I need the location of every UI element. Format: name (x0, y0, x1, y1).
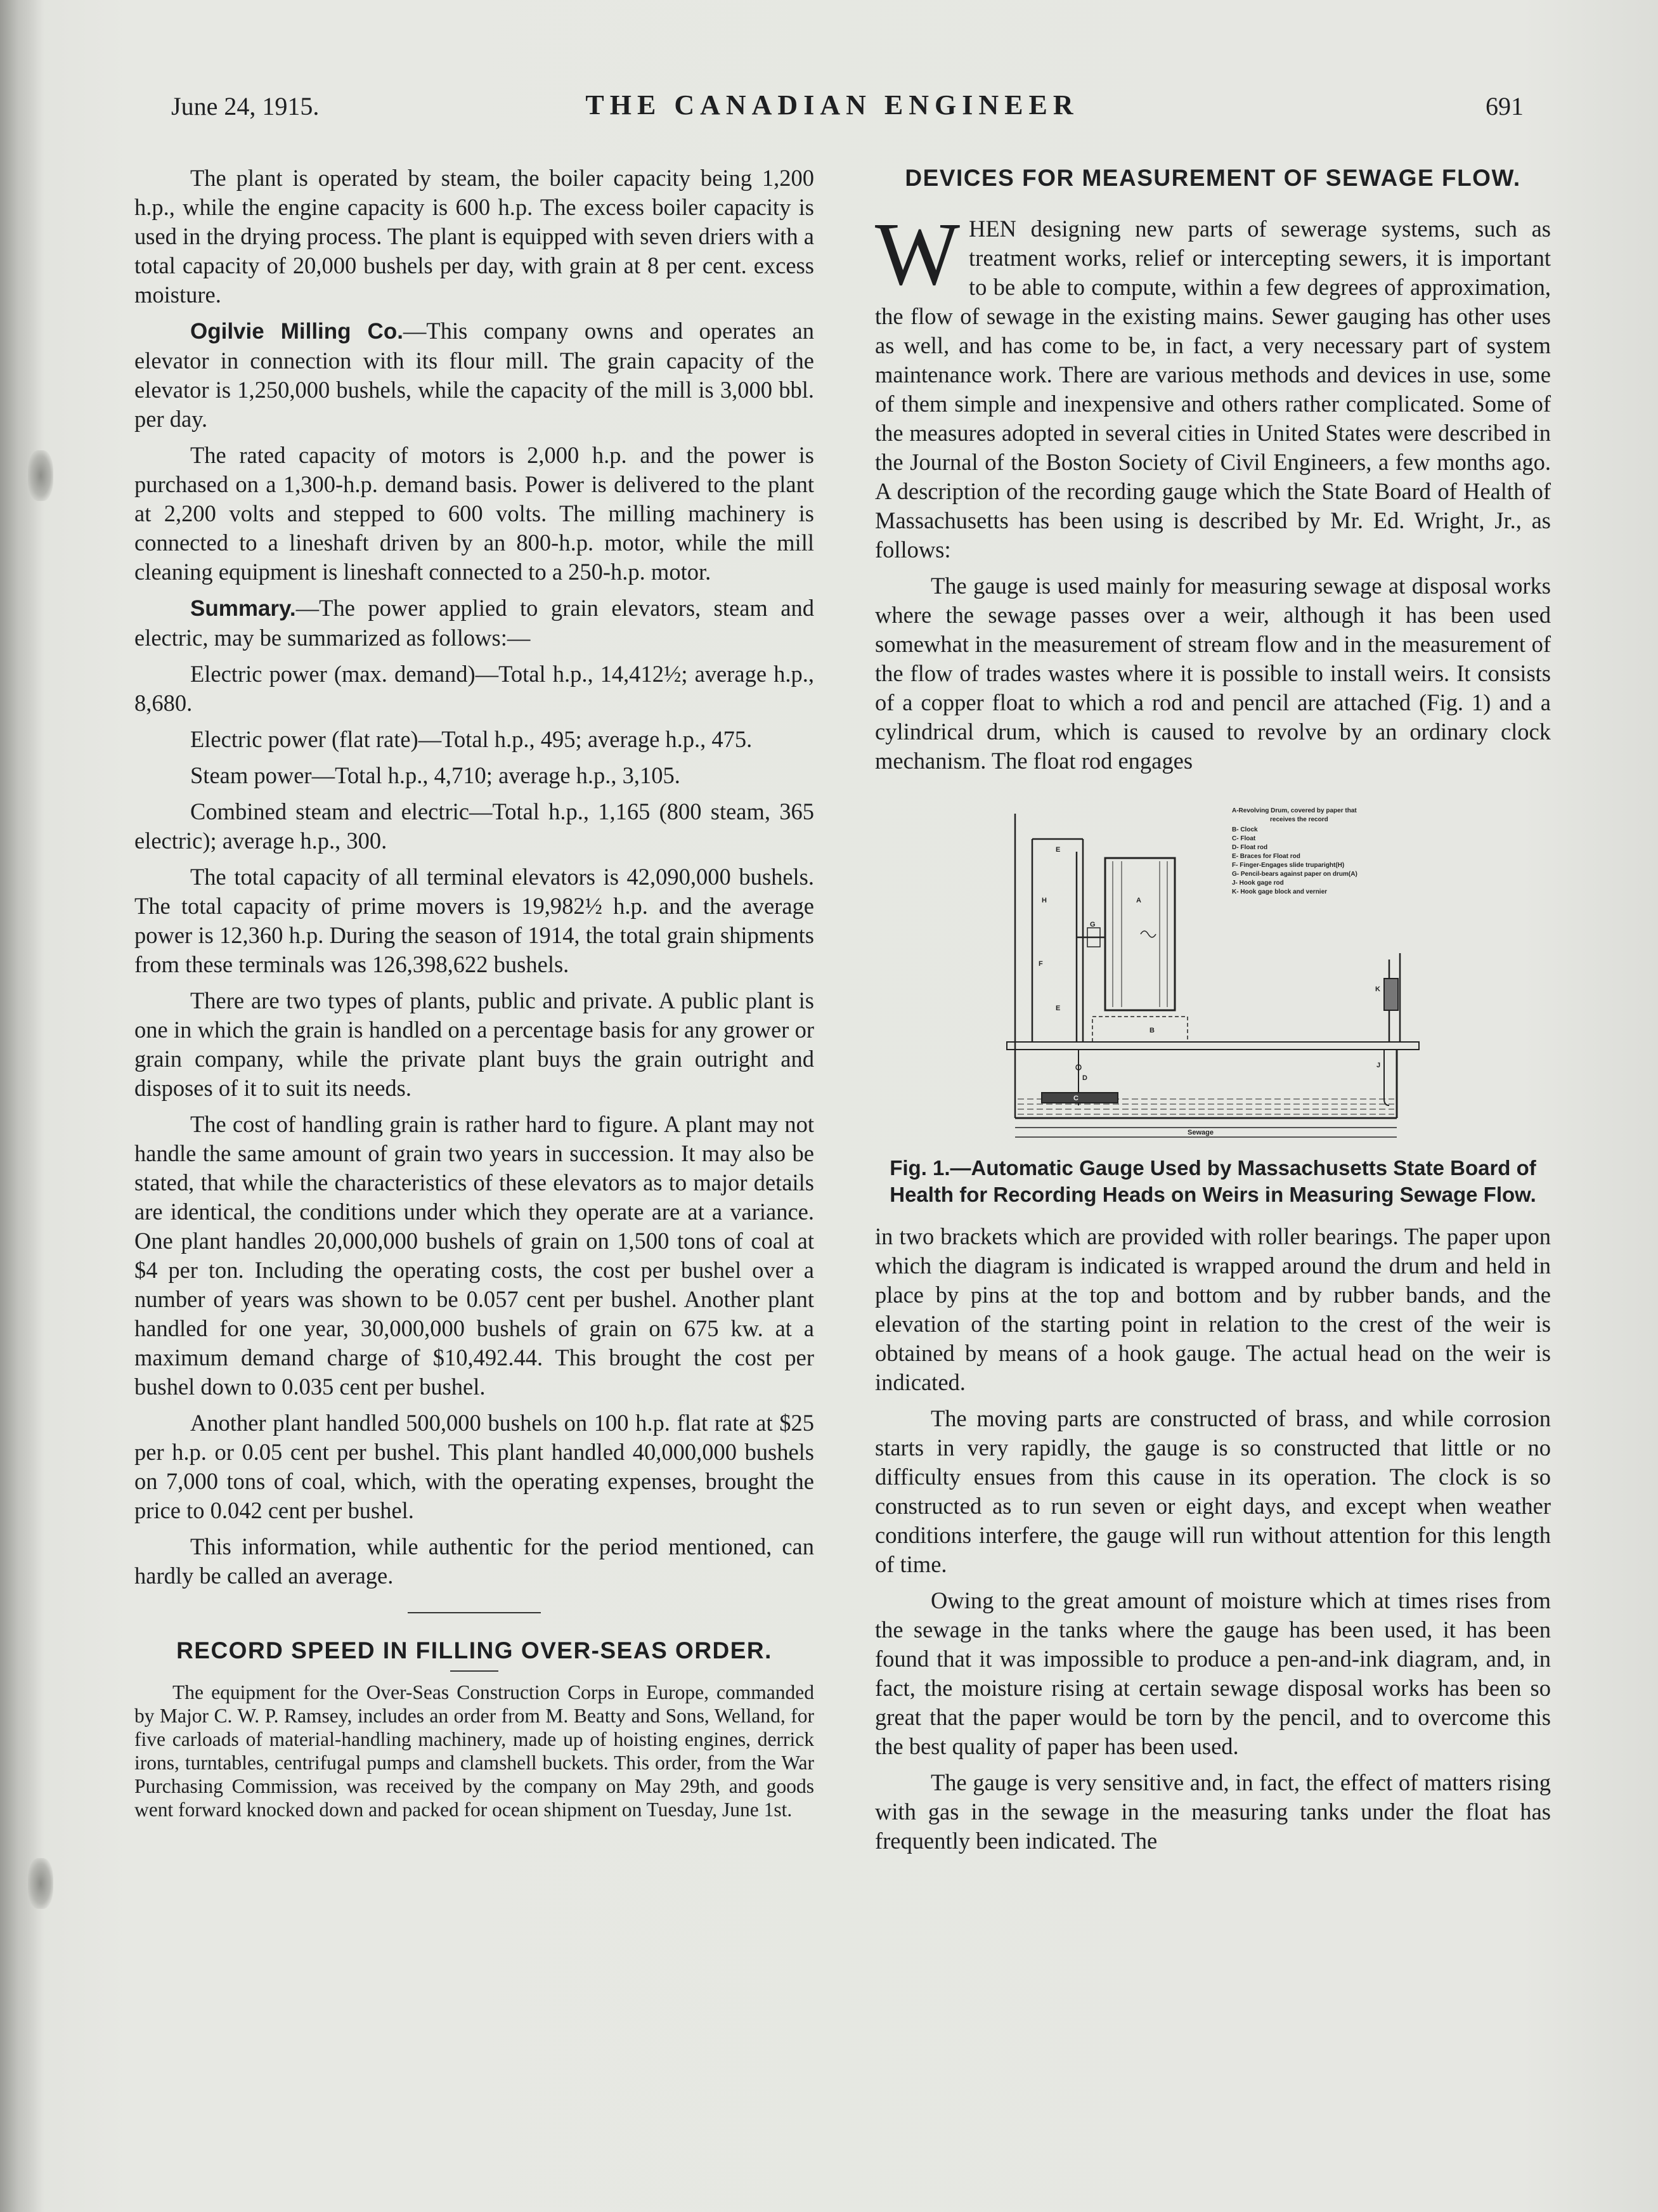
run-in-heading: Summary. (190, 596, 296, 621)
binding-hole (28, 1858, 53, 1909)
title-rule (450, 1670, 498, 1672)
part-label: F (1039, 960, 1043, 968)
paragraph: The cost of handling grain is rather hard to figure. A plant may not handle the same amount of grain two years in succession. It may also be stated, that while the characteristics of these elevators as to major details are identical, the conditions under which they operate are at a variance. One plant handles 20,000,000 bushels of grain on 1,500 tons of coal at $4 per ton. Including the operating costs, the cost per bushel over a number of years was shown to be 0.057 cent per bushel. Another plant handled for one year, 30,000,000 bushels of grain on 675 kw. at a maximum demand charge of $10,492.44. This brought the cost per bushel down to 0.035 cent per bushel. (134, 1111, 814, 1400)
legend-line: B- Clock (1232, 826, 1258, 833)
page-number: 691 (1486, 92, 1524, 120)
summary-item: Electric power (flat rate)—Total h.p., 495; average h.p., 475. (190, 726, 753, 752)
issue-date: June 24, 1915. (171, 92, 320, 120)
article-title: DEVICES FOR MEASUREMENT OF SEWAGE FLOW. (905, 165, 1521, 191)
article-body (134, 1681, 814, 1821)
running-head (133, 89, 1531, 127)
legend-line: C- Float (1232, 835, 1256, 842)
figure-legend (1232, 807, 1357, 895)
paragraph-text: —This company owns and operates an elevator in connection with its flour mill. The grain capacity of the elevator is 1,250,000 bushels, while the capacity of the mill is 3,000 bbl. per day. (134, 318, 814, 432)
binding-hole (28, 450, 53, 501)
part-label: B (1150, 1027, 1155, 1034)
right-column (875, 164, 1551, 1863)
figure-1 (875, 801, 1551, 1208)
article-title: RECORD SPEED IN FILLING OVER-SEAS ORDER. (176, 1637, 772, 1663)
paragraph: The plant is operated by steam, the boiler capacity being 1,200 h.p., while the engine capacity is 600 h.p. The excess boiler capacity is used in the drying process. The plant is equipped with seven driers with a total capacity of 20,000 bushels per day, with grain at 8 per cent. excess moisture. (134, 165, 814, 308)
sewage-label: Sewage (1188, 1129, 1214, 1136)
paragraph: The gauge is used mainly for measuring sewage at disposal works where the sewage passes over a weir, although it has been used somewhat in the measurement of stream flow and in the measurement of the flow of trades wastes where it is possible to install weirs. It consists of a copper float to which a rod and pencil are attached (Fig. 1) and a cylindrical drum, which is caused to revolve by an ordinary clock mechanism. The float rod engages (875, 573, 1551, 774)
part-label: K (1375, 986, 1380, 993)
paragraph-text: HEN designing new parts of sewerage systems, such as treatment works, relief or intercepting sewers, it is important to be able to compute, within a few degrees of approximation, the flow of sewage in the existing mains. Sewer gauging has other uses as well, and has come to be, in fact, a very necessary part of system maintenance work. There are various methods and devices in use, some of them simple and inexpensive and others rather complicated. Some of the measures adopted in several cities in United States were described in the Journal of the Boston Society of Civil Engineers, a few months ago. A description of the recording gauge which the State Board of Health of Massachusetts has been using is described by Mr. Ed. Wright, Jr., as follows: (875, 216, 1551, 563)
paragraph-text: —The power applied to grain elevators, steam and electric, may be summarized as follows:— (134, 595, 814, 651)
paragraph: The gauge is very sensitive and, in fact, the effect of matters rising with gas in the sewage in the measuring tanks under the float has frequently been indicated. The (875, 1769, 1551, 1854)
left-column (134, 164, 814, 1821)
journal-title: THE CANADIAN ENGINEER (585, 89, 1079, 120)
intro-paragraph (875, 204, 1551, 564)
legend-line: E- Braces for Float rod (1232, 853, 1300, 860)
summary-item: Steam power—Total h.p., 4,710; average h.p., 3,105. (190, 762, 680, 788)
part-label: D (1082, 1074, 1087, 1082)
legend-line: G- Pencil-bears against paper on drum(A) (1232, 871, 1357, 878)
paragraph: Another plant handled 500,000 bushels on 100 h.p. flat rate at $25 per h.p. or 0.05 cent per bushel. This plant handled 40,000,000 bushels on 7,000 tons of coal, which, with the operating expenses, brought the price to 0.042 cent per bushel. (134, 1410, 814, 1523)
part-label: G (1090, 921, 1096, 928)
legend-line: J- Hook gage rod (1232, 880, 1284, 887)
paragraph: There are two types of plants, public and private. A public plant is one in which the grain is handled on a percentage basis for any grower or grain company, while the private plant buys the grain outright and disposes of it to suit its needs. (134, 987, 814, 1101)
paragraph: The rated capacity of motors is 2,000 h.p. and the power is purchased on a 1,300-h.p. demand basis. Power is delivered to the plant at 2,200 volts and stepped to 600 volts. The milling machinery is connected to a lineshaft driven by an 800-h.p. motor, while the mill cleaning equipment is lineshaft connected to a 250-h.p. motor. (134, 442, 814, 585)
run-in-heading: Ogilvie Milling Co. (190, 319, 403, 344)
gauge-diagram (1004, 801, 1422, 1150)
part-label: H (1042, 897, 1047, 904)
part-label: E (1056, 846, 1061, 854)
part-label: J (1376, 1062, 1381, 1069)
figure-caption: Fig. 1.—Automatic Gauge Used by Massachusetts State Board of Health for Recording Heads on Weirs in Measuring Sewage Flow. (890, 1156, 1536, 1206)
part-label: A (1136, 897, 1141, 904)
part-label: E (1056, 1005, 1061, 1012)
paragraph: The equipment for the Over-Seas Construction Corps in Europe, commanded by Major C. W. P. Ramsey, includes an order from M. Beatty and Sons, Welland, for five carloads of material-handling machinery, made up of hoisting engines, derrick irons, turntables, centrifugal pumps and clamshell buckets. This order, from the War Purchasing Commission, was received by the company on May 29th, and goods went forward knocked down and packed for ocean shipment on Tuesday, June 1st. (134, 1681, 814, 1821)
legend-line: K- Hook gage block and vernier (1232, 888, 1328, 895)
part-label: C (1073, 1095, 1078, 1102)
paragraph: The moving parts are constructed of brass, and while corrosion starts in very rapidly, the gauge is so constructed that little or no difficulty ensues from this cause in its operation. The clock is so constructed as to run seven or eight days, and except when weather conditions interfere, the gauge will run without attention for this length of time. (875, 1405, 1551, 1577)
paragraph: This information, while authentic for the period mentioned, can hardly be called an average. (134, 1533, 814, 1589)
paragraph-summary (134, 594, 814, 653)
legend-line: D- Float rod (1232, 844, 1268, 851)
summary-item: Combined steam and electric—Total h.p., 1,165 (800 steam, 365 electric); average h.p., 300. (134, 798, 814, 854)
paragraph: Owing to the great amount of moisture which at times rises from the sewage in the tanks where the gauge has been used, it has been found that it was impossible to produce a pen-and-ink diagram, and, in fact, the moisture rising at certain sewage disposal works has been so great that the paper would be torn by the pencil, and to overcome this the best quality of paper has been used. (875, 1587, 1551, 1759)
legend-line: receives the record (1270, 816, 1328, 823)
paragraph: The total capacity of all terminal elevators is 42,090,000 bushels. The total capacity of prime movers is 19,982½ h.p. and the average power is 12,360 h.p. During the season of 1914, the total grain shipments from these terminals was 126,398,622 bushels. (134, 864, 814, 977)
paragraph: in two brackets which are provided with roller bearings. The paper upon which the diagram is indicated is wrapped around the drum and held in place by pins at the top and bottom and by rubber bands, and the elevation of the starting point in relation to the crest of the weir is obtained by means of a hook gauge. The actual head on the weir is indicated. (875, 1223, 1551, 1395)
drop-cap: W (875, 204, 961, 304)
legend-line: A-Revolving Drum, covered by paper that (1232, 807, 1357, 814)
legend-line: F- Finger-Engages slide truparight(H) (1232, 862, 1345, 869)
summary-item: Electric power (max. demand)—Total h.p., 14,412½; average h.p., 8,680. (134, 661, 814, 716)
paragraph-ogilvie (134, 316, 814, 434)
section-divider (408, 1612, 541, 1613)
